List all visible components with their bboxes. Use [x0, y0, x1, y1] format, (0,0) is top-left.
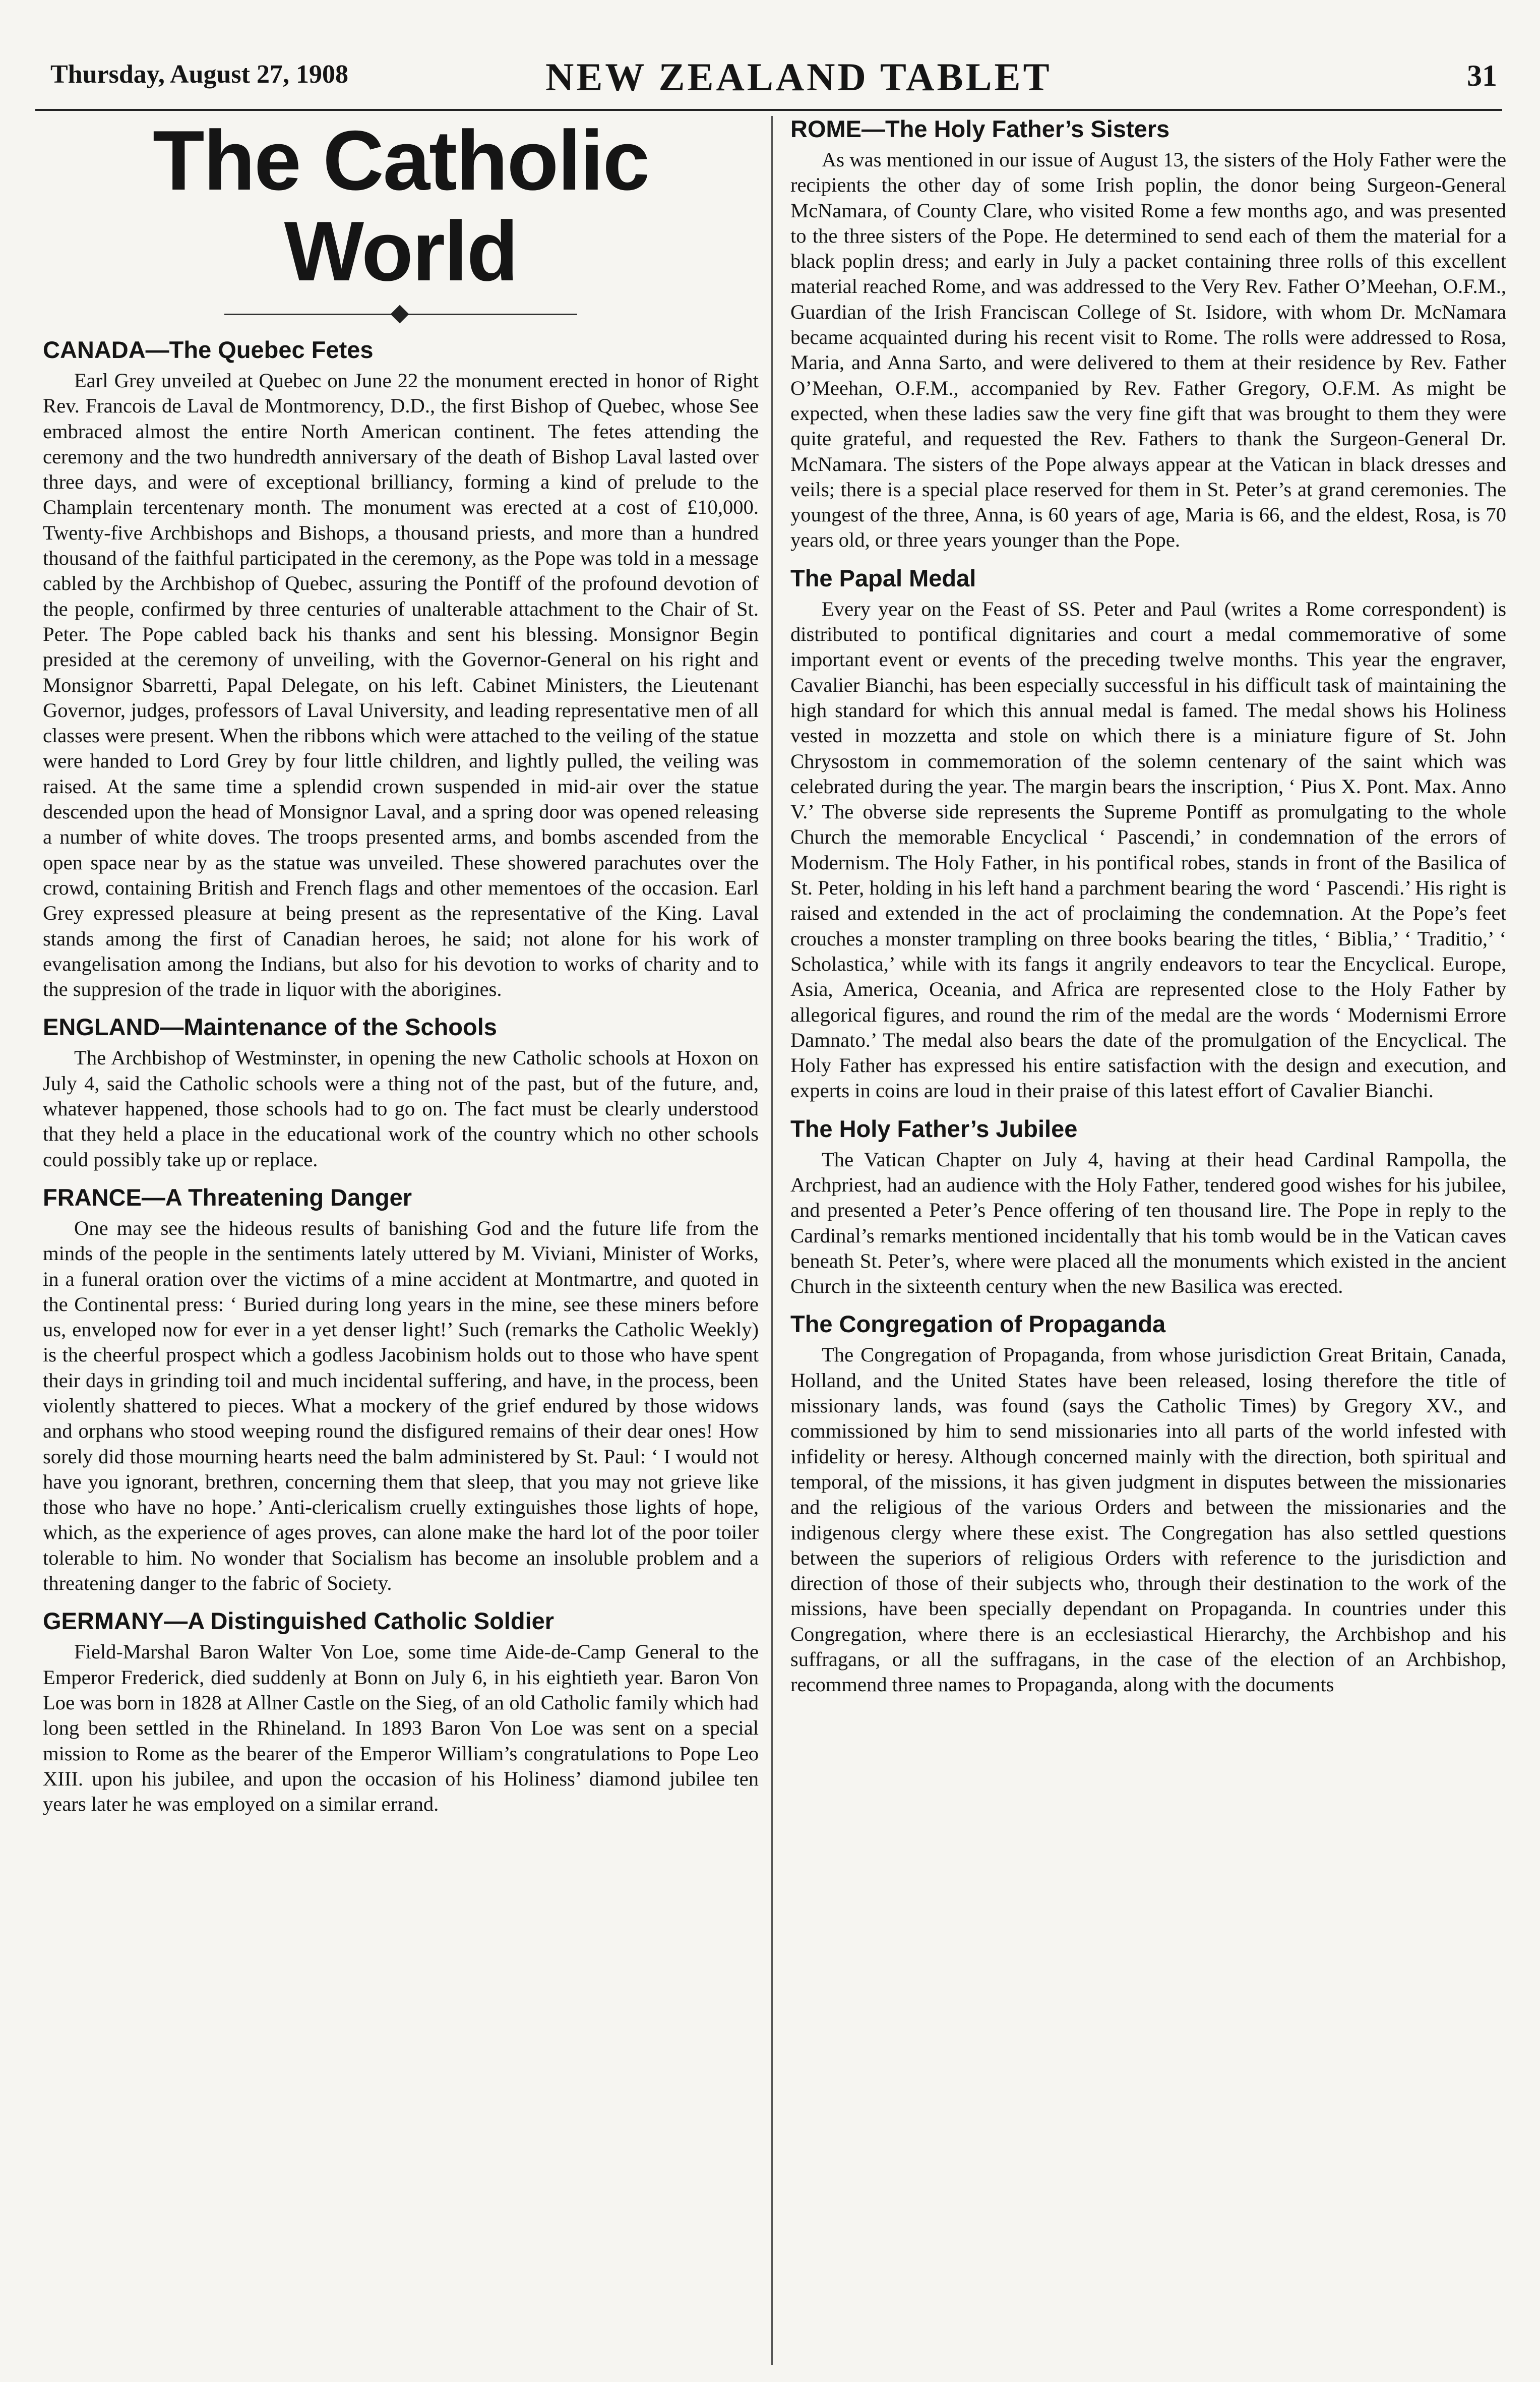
heading-rome-sisters: ROME—The Holy Father’s Sisters — [790, 115, 1170, 142]
publication-title: NEW ZEALAND TABLET — [545, 55, 1052, 99]
heading-propaganda: The Congregation of Propaganda — [790, 1311, 1166, 1338]
heading-england: ENGLAND—Maintenance of the Schools — [43, 1014, 497, 1041]
page-number: 31 — [1467, 59, 1497, 92]
heading-germany: GERMANY—A Distinguished Catholic Soldier — [43, 1607, 555, 1635]
article-papal-medal: Every year on the Feast of SS. Peter and Paul (writes a Rome correspondent) is distributed to pontifical dignitaries and court a medal commemorative of some important event or events of the preceding twelve months. This year the engraver, Cavalier Bianchi, has been especially successful in his difficult task of maintaining the high standard for which this annual medal is famed. The medal shows his Holiness vested in mozzetta and stole on which there is a miniature figure of St. John Chrysostom in commemoration of the solemn centenary of the saint which was celebrated during the year. The margin bears the inscription, ‘ Pius X. Pont. Max. Anno V.’ The obverse side represents the Supreme Pontiff as promulgating to the whole Church the memorable Encyclical ‘ Pascendi,’ in condemnation of the errors of Modernism. The Holy Father, in his pontifical robes, stands in front of the Basilica of St. Peter, holding in his left hand a parchment bearing the word ‘ Pascendi.’ His right is raised and extended in the act of proclaiming the condemnation. At the Pope’s feet crouches a monster trampling on three books bearing the titles, ‘ Biblia,’ ‘ Traditio,’ ‘ Scholastica,’ while with its fangs it angrily endeavors to tear the Encyclical. Europe, Asia, America, Oceania, and Africa are represented close to the Holy Father by allegorical figures, and round the rim of the medal are the words ‘ Modernismi Errore Damnato.’ The medal also bears the date of the promulgation of the Encyclical. The Holy Father has expressed his entire satisfaction with the design and execution, and experts in coins are loud in their praise of this latest effort of Cavalier Bianchi. — [790, 597, 1506, 1102]
heading-papal-medal: The Papal Medal — [790, 564, 976, 591]
right-column — [790, 111, 1506, 1698]
heading-canada: CANADA—The Quebec Fetes — [43, 336, 374, 363]
left-column — [43, 111, 759, 1817]
article-england: The Archbishop of Westminster, in opening the new Catholic schools at Hoxon on July 4, said the Catholic schools were a thing not of the past, but of the future, and, whatever happened, those schools had to go on. The fact must be clearly understood that they held a place in the educational work of the country which no other schools could possibly take up or replace. — [43, 1046, 759, 1171]
column-divider — [771, 116, 773, 2365]
article-jubilee: The Vatican Chapter on July 4, having at their head Cardinal Rampolla, the Archpriest, had an audience with the Holy Father, tendered good wishes for his jubilee, and presented a Peter’s Pence offering of ten thousand lire. The Pope in reply to the Cardinal’s remarks mentioned incidentally that his tomb would be in the Vatican caves beneath St. Peter’s, where were placed all the monuments which existed in the ancient Church in the sixteenth century when the new Basilica was erected. — [790, 1148, 1506, 1298]
article-canada: Earl Grey unveiled at Quebec on June 22 the monument erected in honor of Right Rev. Francois de Laval de Montmorency, D.D., the first Bishop of Quebec, whose See embraced almost the entire North American continent. The fetes attending the ceremony and the two hundredth anniversary of the death of Bishop Laval lasted over three days, and were of exceptional brilliancy, forming a kind of prelude to the Champlain tercentenary month. The monument was erected at a cost of £10,000. Twenty-five Archbishops and Bishops, a thousand priests, and more than a hundred thousand of the faithful participated in the ceremony, as the Pope was told in a message cabled by the Archbishop of Quebec, assuring the Pontiff of the profound devotion of the people, confirmed by three centuries of unalterable attachment to the Chair of St. Peter. The Pope cabled back his thanks and sent his blessing. Monsignor Begin presided at the ceremony of unveiling, with the Governor-General on his right and Monsignor Sbarretti, Papal Delegate, on his left. Cabinet Ministers, the Lieutenant Governor, judges, professors of Laval University, and leading representative men of all classes were present. When the ribbons which were attached to the veiling of the statue were handed to Lord Grey by four little children, and lightly pulled, the veiling was raised. At the same time a splendid crown suspended in mid-air over the statue descended upon the head of Monsignor Laval, and a spring door was opened releasing a number of white doves. The troops presented arms, and bombs ascended from the open space near by as the statue was unveiled. These showered parachutes over the crowd, containing British and French flags and other mementoes of the occasion. Earl Grey expressed pleasure at being present as the representative of the King. Laval stands among the first of Canadian heroes, he said; not alone for his work of evangelisation among the Indians, but also for his devotion to works of charity and to the suppresion of the trade in liquor with the aborigines. — [43, 369, 759, 1001]
masthead-ornament — [224, 305, 577, 325]
page-header — [35, 54, 1502, 110]
article-germany: Field-Marshal Baron Walter Von Loe, some time Aide-de-Camp General to the Emperor Frederick, died suddenly at Bonn on July 6, in his eightieth year. Baron Von Loe was born in 1828 at Allner Castle on the Sieg, of an old Catholic family which had long been settled in the Rhineland. In 1893 Baron Von Loe was sent on a special mission to Rome as the bearer of the Emperor William’s congratulations to Pope Leo XIII. upon his jubilee, and upon the occasion of his Holiness’ diamond jubilee ten years later he was employed on a similar errand. — [43, 1640, 759, 1816]
diamond-icon — [391, 305, 409, 324]
article-france: One may see the hideous results of banishing God and the future life from the minds of the people in the sentiments lately uttered by M. Viviani, Minister of Works, in a funeral oration over the victims of a mine accident at Montmartre, and quoted in the Continental press: ‘ Buried during long years in the mine, see these miners before us, enveloped now for ever in a yet denser light!’ Such (remarks the Catholic Weekly) is the cheerful prospect which a godless Jacobinism holds out to those who have spent their days in grinding toil and much incidental suffering, and have, in the process, been violently shattered to pieces. What a mockery of the grief endured by those widows and orphans who stood weeping round the disfigured remains of their dear ones! How sorely did those mourning hearts need the balm administered by St. Paul: ‘ I would not have you ignorant, brethren, concerning them that sleep, that you may not grieve like those who have no hope.’ Anti-clericalism cruelly extinguishes those lights of hope, which, as the experience of ages proves, can alone make the hard lot of the poor toiler tolerable to him. No wonder that Socialism has become an insoluble problem and a threatening danger to the fabric of Society. — [43, 1216, 759, 1595]
article-rome-sisters: As was mentioned in our issue of August 13, the sisters of the Holy Father were the recipients the other day of some Irish poplin, the donor being Surgeon-General McNamara, of County Clare, who visited Rome a few months ago, and was presented to the three sisters of the Pope. He determined to send each of them the material for a black poplin dress; and early in July a packet containing three rolls of this excellent material reached Rome, and was addressed to the Very Rev. Father O’Meehan, O.F.M., Guardian of the Irish Franciscan College of St. Isidore, with whom Dr. McNamara became acquainted during his recent visit to Rome. The rolls were addressed to Rosa, Maria, and Anna Sarto, and were delivered to them at their residence by Rev. Father O’Meehan, O.F.M., accompanied by Rev. Father Gregory, O.F.M. As might be expected, when these ladies saw the very fine gift that was brought to them they were quite grateful, and requested the Rev. Fathers to thank the Surgeon-General Dr. McNamara. The sisters of the Pope always appear at the Vatican in black dresses and veils; there is a special place reserved for them in St. Peter’s at grand ceremonies. The youngest of the three, Anna, is 60 years of age, Maria is 66, and the eldest, Rosa, is 70 years old, or three years younger than the Pope. — [790, 148, 1506, 552]
article-propaganda: The Congregation of Propaganda, from whose jurisdiction Great Britain, Canada, Holland, and the United States have been released, losing therefore the title of missionary lands, was found (says the Catholic Times) by Gregory XV., and commissioned by him to send missionaries into all parts of the world infested with infidelity or heresy. Although concerned mainly with the direction, both spiritual and temporal, of the missions, it has given judgment in disputes between the missionaries and the religious of the various Orders and between the missionaries and the indigenous clergy where these exist. The Congregation has also settled questions between the superiors of religious Orders with reference to the jurisdiction and direction of those of their subjects who, through their destination to the work of the missions, have been specially dependant on Propaganda. In countries under this Congregation, where there is an ecclesiastical Hierarchy, the Archbishop and his suffragans, or all the suffragans, in the case of the election of an Archbishop, recommend three names to Propaganda, along with the documents — [790, 1343, 1506, 1696]
heading-jubilee: The Holy Father’s Jubilee — [790, 1115, 1078, 1142]
heading-france: FRANCE—A Threatening Danger — [43, 1183, 412, 1211]
section-masthead: The Catholic World — [152, 113, 649, 299]
issue-date: Thursday, August 27, 1908 — [50, 60, 348, 89]
